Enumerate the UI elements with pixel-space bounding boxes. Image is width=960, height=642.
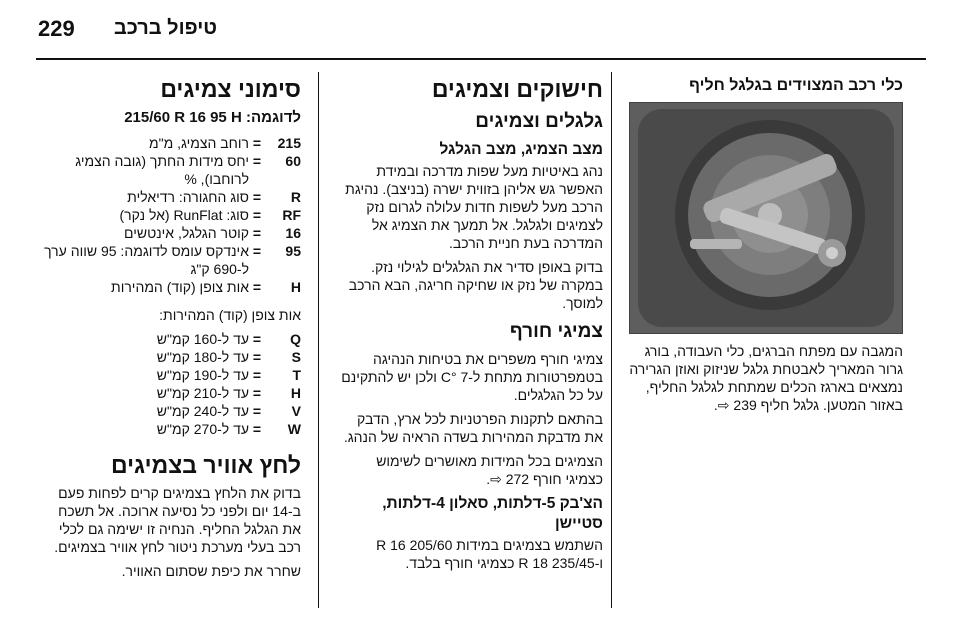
speed-key: Q [290,331,301,347]
hatchback-heading: הצ'בק 5-דלתות, סאלון 4-דלתות, סטיישן [382,495,603,532]
marking-row [36,278,301,296]
marking-key: 60 [285,153,301,169]
speed-row [36,420,301,438]
marking-value: אינדקס עומס לדוגמה: 95 שווה ערך ל-690 ק"ג [44,243,249,277]
tyre-condition-paragraph-2: בדוק באופן סדיר את הגלגלים לגילוי נזק. במקרה של נזק או שחיקה חריגה, הבא הרכב למוסך. [348,259,603,311]
spare-wheel-caption: המגבה עם מפתח הברגים, כלי העבודה, בורג גרור המאריך לאבטחת גלגל שניזוק ואוזן הגרירה נמצאים בארגז הכלים שמתחת לגלגל החליף, באזור המטען. גלגל חליף 239 ⇨. [629,343,903,413]
equals-sign: = [252,421,262,437]
equals-sign: = [252,367,262,383]
marking-row [36,188,301,206]
speed-value: עד ל-180 קמ"ש [156,349,249,365]
marking-value: סוג החגורה: רדיאלית [127,189,249,205]
hatchback-paragraph: השתמש בצמיגים במידות 205/60 R 16 ו-235/45 R 18 כצמיגי חורף בלבד. [376,537,603,571]
winter-tyres-paragraph-3: הצמיגים בכל המידות מאושרים לשימוש כצמיגי חורף 272 ⇨. [376,453,603,487]
example-label: לדוגמה: [245,109,301,126]
marking-key: 95 [285,243,301,259]
equals-sign: = [252,225,262,241]
speed-value: עד ל-160 קמ"ש [156,331,249,347]
speed-key: W [287,421,301,437]
speed-value: עד ל-210 קמ"ש [156,385,249,401]
marking-value: קוטר הגלגל, אינטשים [124,225,249,241]
marking-row [36,134,301,152]
marking-value: רוחב הצמיג, מ"מ [149,135,249,151]
equals-sign: = [252,189,262,205]
tyre-designations-heading: סימוני צמיגים [160,76,301,102]
page-number: 229 [38,16,75,41]
speed-value: עד ל-270 קמ"ש [156,421,249,437]
marking-value: סוג: RunFlat (אל נקר) [119,207,249,223]
speed-key: H [290,385,301,401]
marking-key: H [290,279,301,295]
equals-sign: = [252,349,262,365]
winter-tyres-heading: צמיגי חורף [509,321,603,342]
middle-column [335,76,603,578]
right-column [623,76,903,420]
marking-key: R [290,189,301,205]
equals-sign: = [252,279,262,295]
speed-row [36,366,301,384]
speed-code-table [36,330,301,438]
speed-row [36,348,301,366]
column-divider-right [611,72,612,608]
example-marking [36,108,301,128]
tyre-pressure-paragraph-2: שחרר את כיפת שסתום האוויר. [121,563,301,579]
marking-key: RF [282,207,301,223]
marking-value: אות צופן (קוד) המהירות [111,279,249,295]
equals-sign: = [252,385,262,401]
speed-key: S [291,349,301,365]
marking-key: 16 [285,225,301,241]
equals-sign: = [252,403,262,419]
marking-row [36,242,301,278]
tyre-pressure-paragraph-1: בדוק את הלחץ בצמיגים קרים לפחות פעם ב-14 יום ולפני כל נסיעה ארוכה. אל תשכח את הגלגל החליף. הנחיה זו ישימה גם לכלי רכב בעלי מערכת ניטור לחץ אוויר בצמיגים. [54,485,301,555]
left-column [36,76,301,586]
speed-key: T [292,367,301,383]
equals-sign: = [252,207,262,223]
rims-tyres-heading: חישוקים וצמיגים [431,76,603,102]
tyre-pressure-heading: לחץ אוויר בצמיגים [111,452,301,478]
marking-key: 215 [277,135,301,151]
tyre-condition-paragraph-1: נהג באיטיות מעל שפות מדרכה ובמידת האפשר גש אליהן בזווית ישרה (בניצב). נהיגת הרכב מעל לשפות חדות עלולה לגרום נזק לצמיגים ולגלגל. אל תמעך את הצמיג אל המדרכה בעת חניית הרכב. [345,163,603,251]
marking-row [36,152,301,188]
header-rule [36,58,926,60]
spare-wheel-photo [629,102,903,334]
speed-value: עד ל-240 קמ"ש [156,403,249,419]
winter-tyres-paragraph-1: צמיגי חורף משפרים את בטיחות הנהיגה בטמפרטורות מתחת ל-7 °C ולכן יש להתקינם על כל הגלגלים. [341,351,603,403]
winter-tyres-paragraph-2: בהתאם לתקנות הפרטניות לכל ארץ, הדבק את מדבקת המהירות בשדה הראיה של הנהג. [343,411,603,445]
tyre-condition-title: מצב הצמיג, מצב הגלגל [439,141,603,158]
speed-row [36,330,301,348]
marking-table [36,134,301,296]
speed-row [36,384,301,402]
equals-sign: = [252,243,262,259]
marking-row [36,206,301,224]
example-value: 215/60 R 16 95 H [124,109,242,126]
equals-sign: = [252,153,262,169]
marking-value: יחס מידות החתך (גובה הצמיג לרוחבו), % [75,153,249,187]
speed-code-intro: אות צופן (קוד) המהירות: [159,307,301,323]
speed-row [36,402,301,420]
equals-sign: = [252,331,262,347]
equals-sign: = [252,135,262,151]
spare-wheel-heading: כלי רכב המצוידים בגלגל חליף [689,77,903,94]
running-header-title: טיפול ברכב [114,17,218,39]
marking-row [36,224,301,242]
column-divider-left [318,72,319,608]
page-header [0,0,960,70]
wheels-tyres-subheading: גלגלים וצמיגים [475,111,603,132]
speed-value: עד ל-190 קמ"ש [156,367,249,383]
speed-key: V [291,403,301,419]
spare-wheel-illustration [630,103,902,333]
